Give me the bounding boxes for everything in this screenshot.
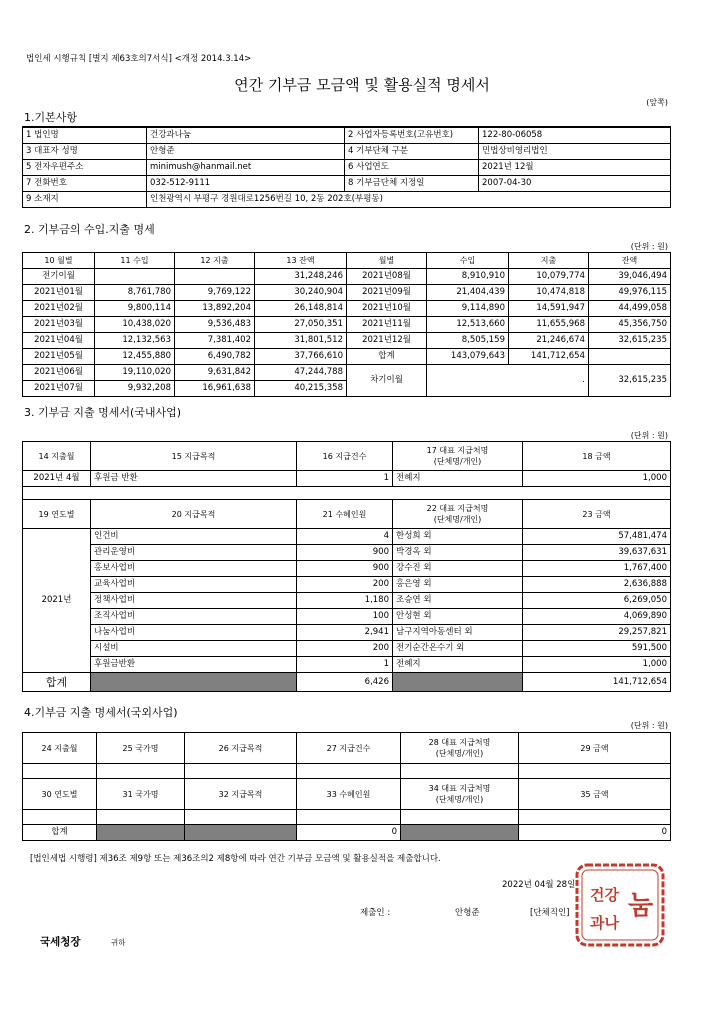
table-cell <box>519 764 671 779</box>
balance-cell: 40,215,358 <box>255 381 347 397</box>
table-cell <box>97 810 185 825</box>
balance-cell: 31,248,246 <box>255 269 347 285</box>
month-cell: 2021년09월 <box>347 285 427 301</box>
amount-cell: 1,767,400 <box>523 561 671 577</box>
form-reference: 법인세 시행규칙 [별지 제63호의7서식] <개정 2014.3.14> <box>26 54 252 64</box>
column-header: 21 수혜인원 <box>297 500 393 529</box>
month-cell: 2021년12월 <box>347 333 427 349</box>
column-header: 26 지급목적 <box>185 733 297 764</box>
expense-cell: 10,474,818 <box>509 285 589 301</box>
purpose-cell: 정책사업비 <box>91 593 297 609</box>
table-cell <box>401 825 519 841</box>
table-row <box>23 349 671 365</box>
balance-cell <box>589 349 671 365</box>
total-count: 0 <box>297 825 401 841</box>
basic-info-table <box>22 126 671 208</box>
table-cell <box>23 810 97 825</box>
recipient-cell: 강수진 외 <box>393 561 523 577</box>
field-label: 9 소재지 <box>23 192 147 208</box>
submission-date: 2022년 04월 28일 <box>502 880 576 890</box>
count-cell: 200 <box>297 641 393 657</box>
expense-cell: 7,381,402 <box>175 333 255 349</box>
field-value: 2021년 12월 <box>479 160 671 176</box>
table-row <box>23 127 671 144</box>
amount-cell: 6,269,050 <box>523 593 671 609</box>
balance-cell: 30,240,904 <box>255 285 347 301</box>
month-cell: 2021년08월 <box>347 269 427 285</box>
table-row <box>23 285 671 301</box>
column-header: 15 지급목적 <box>91 442 297 471</box>
table-cell <box>393 673 523 692</box>
table-cell <box>297 764 401 779</box>
column-header: 14 지출월 <box>23 442 91 471</box>
section2-title: 2. 기부금의 수입.지출 명세 <box>24 223 155 236</box>
income-cell: 19,110,020 <box>95 365 175 381</box>
purpose-cell: 관리운영비 <box>91 545 297 561</box>
income-cell: 12,132,563 <box>95 333 175 349</box>
recipient: 국세청장 <box>40 936 81 948</box>
balance-cell: 44,499,058 <box>589 301 671 317</box>
table-cell: 1 <box>297 471 393 487</box>
table-cell <box>401 810 519 825</box>
table-row <box>23 733 671 764</box>
total-amount: 141,712,654 <box>523 673 671 692</box>
income-cell: 21,404,439 <box>427 285 509 301</box>
count-cell: 1 <box>297 657 393 673</box>
column-header: 35 금액 <box>519 779 671 810</box>
seal-glyph: 과나 <box>590 914 619 932</box>
recipient-suffix: 귀하 <box>111 938 126 947</box>
table-row <box>23 144 671 160</box>
expense-cell: 11,655,968 <box>509 317 589 333</box>
month-cell: 2021년05월 <box>23 349 95 365</box>
month-cell: 2021년11월 <box>347 317 427 333</box>
table-cell <box>185 764 297 779</box>
table-row <box>23 500 671 529</box>
page-title: 연간 기부금 모금액 및 활용실적 명세서 <box>234 76 490 94</box>
seal-glyph: 건강 <box>590 886 619 904</box>
recipient-cell: 전기순간온수기 외 <box>393 641 523 657</box>
carry-mark: . <box>427 365 589 397</box>
table-row <box>23 810 671 825</box>
total-amount: 0 <box>519 825 671 841</box>
section3-unit: (단위 : 원) <box>630 431 668 440</box>
field-value: 인천광역시 부평구 경원대로1256번길 10, 2동 202호(부평동) <box>147 192 671 208</box>
table-cell: 전혜지 <box>393 471 523 487</box>
year-cell: 2021년 <box>23 529 91 673</box>
field-value: minimush@hanmail.net <box>147 160 345 176</box>
table-row <box>23 657 671 673</box>
table-row <box>23 641 671 657</box>
table-cell: 1,000 <box>523 471 671 487</box>
seal-glyph: 눔 <box>628 891 654 921</box>
table-row <box>23 269 671 285</box>
column-header: 20 지급목적 <box>91 500 297 529</box>
income-cell: 9,800,114 <box>95 301 175 317</box>
column-header: 29 금액 <box>519 733 671 764</box>
amount-cell: 57,481,474 <box>523 529 671 545</box>
table-row <box>23 176 671 192</box>
amount-cell: 4,069,890 <box>523 609 671 625</box>
recipient-cell: 전혜지 <box>393 657 523 673</box>
count-cell: 4 <box>297 529 393 545</box>
expense-cell: 10,079,774 <box>509 269 589 285</box>
seal-label: [단체직인] <box>530 908 570 918</box>
column-header: 25 국가명 <box>97 733 185 764</box>
expense-cell: 9,769,122 <box>175 285 255 301</box>
column-header: 18 금액 <box>523 442 671 471</box>
section2-unit: (단위 : 원) <box>630 242 668 251</box>
table-cell <box>97 825 185 841</box>
table-row <box>23 471 671 487</box>
total-count: 6,426 <box>297 673 393 692</box>
month-cell: 2021년06월 <box>23 365 95 381</box>
column-header: 28 대표 지급처명 (단체명/개인) <box>401 733 519 764</box>
column-header: 잔액 <box>589 253 671 269</box>
submission-statement: [법인세법 시행령] 제36조 제9항 또는 제36조의2 제8항에 따라 연간 기부금 모금액 및 활용실적을 제출합니다. <box>30 854 441 864</box>
expense-cell: 16,961,638 <box>175 381 255 397</box>
field-label: 2 사업자등록번호(고유번호) <box>345 127 479 144</box>
month-cell: 전기이월 <box>23 269 95 285</box>
table-row <box>23 529 671 545</box>
count-cell: 900 <box>297 545 393 561</box>
expense-cell <box>175 269 255 285</box>
table-cell: 2021년 4월 <box>23 471 91 487</box>
income-cell: 8,505,159 <box>427 333 509 349</box>
table-row <box>23 333 671 349</box>
total-label: 합계 <box>23 825 97 841</box>
field-label: 7 전화번호 <box>23 176 147 192</box>
purpose-cell: 교육사업비 <box>91 577 297 593</box>
purpose-cell: 홍보사업비 <box>91 561 297 577</box>
overseas-expense-table <box>22 732 671 841</box>
balance-cell: 31,801,512 <box>255 333 347 349</box>
field-label: 1 법인명 <box>23 127 147 144</box>
table-row <box>23 487 671 500</box>
field-value: 안형준 <box>147 144 345 160</box>
table-row <box>23 593 671 609</box>
column-header: 지출 <box>509 253 589 269</box>
column-header: 24 지출월 <box>23 733 97 764</box>
table-row <box>23 253 671 269</box>
field-value: 122-80-06058 <box>479 127 671 144</box>
purpose-cell: 나눔사업비 <box>91 625 297 641</box>
column-header: 16 지급건수 <box>297 442 393 471</box>
recipient-cell: 박경옥 외 <box>393 545 523 561</box>
table-cell <box>185 810 297 825</box>
expense-cell: 6,490,782 <box>175 349 255 365</box>
income-cell: 10,438,020 <box>95 317 175 333</box>
table-row <box>23 779 671 810</box>
page-side-note: (앞쪽) <box>646 98 668 107</box>
carry-value: 32,615,235 <box>589 365 671 397</box>
balance-cell: 39,046,494 <box>589 269 671 285</box>
field-label: 8 기부금단체 지정일 <box>345 176 479 192</box>
month-cell: 2021년07월 <box>23 381 95 397</box>
balance-cell: 37,766,610 <box>255 349 347 365</box>
section4-unit: (단위 : 원) <box>630 721 668 730</box>
income-cell: 143,079,643 <box>427 349 509 365</box>
amount-cell: 591,500 <box>523 641 671 657</box>
table-cell <box>23 487 671 500</box>
field-label: 4 기부단체 구분 <box>345 144 479 160</box>
amount-cell: 29,257,821 <box>523 625 671 641</box>
column-header: 32 지급목적 <box>185 779 297 810</box>
column-header: 23 금액 <box>523 500 671 529</box>
month-cell: 2021년04월 <box>23 333 95 349</box>
table-row <box>23 825 671 841</box>
field-label: 3 대표자 성명 <box>23 144 147 160</box>
expense-cell: 9,536,483 <box>175 317 255 333</box>
table-row <box>23 561 671 577</box>
table-row <box>23 577 671 593</box>
expense-cell: 141,712,654 <box>509 349 589 365</box>
count-cell: 100 <box>297 609 393 625</box>
section3-title: 3. 기부금 지출 명세서(국내사업) <box>24 406 182 419</box>
table-row <box>23 673 671 692</box>
submitter-name: 안형준 <box>455 908 480 918</box>
column-header: 월별 <box>347 253 427 269</box>
month-cell: 2021년01월 <box>23 285 95 301</box>
recipient-cell: 남구지역아동센터 외 <box>393 625 523 641</box>
income-cell <box>95 269 175 285</box>
table-row <box>23 609 671 625</box>
purpose-cell: 후원금반환 <box>91 657 297 673</box>
carry-label: 차기이월 <box>347 365 427 397</box>
purpose-cell: 조직사업비 <box>91 609 297 625</box>
section1-title: 1.기본사항 <box>24 111 77 124</box>
count-cell: 900 <box>297 561 393 577</box>
table-cell <box>97 764 185 779</box>
table-cell <box>401 764 519 779</box>
income-cell: 8,761,780 <box>95 285 175 301</box>
column-header: 19 연도별 <box>23 500 91 529</box>
month-cell: 2021년03월 <box>23 317 95 333</box>
table-row <box>23 442 671 471</box>
purpose-cell: 시설비 <box>91 641 297 657</box>
income-cell: 9,114,890 <box>427 301 509 317</box>
income-cell: 9,932,208 <box>95 381 175 397</box>
expense-cell: 9,631,842 <box>175 365 255 381</box>
amount-cell: 2,636,888 <box>523 577 671 593</box>
column-header: 33 수혜인원 <box>297 779 401 810</box>
table-row <box>23 160 671 176</box>
table-cell <box>23 764 97 779</box>
organization-seal <box>574 862 666 948</box>
field-value: 2007-04-30 <box>479 176 671 192</box>
column-header: 수입 <box>427 253 509 269</box>
table-row <box>23 317 671 333</box>
column-header: 34 대표 지급처명 (단체명/개인) <box>401 779 519 810</box>
table-cell <box>297 810 401 825</box>
field-label: 6 사업연도 <box>345 160 479 176</box>
month-cell: 2021년02월 <box>23 301 95 317</box>
expense-cell: 21,246,674 <box>509 333 589 349</box>
balance-cell: 45,356,750 <box>589 317 671 333</box>
table-row <box>23 365 671 381</box>
recipient-cell: 홍은영 외 <box>393 577 523 593</box>
purpose-cell: 인건비 <box>91 529 297 545</box>
balance-cell: 32,615,235 <box>589 333 671 349</box>
recipient-cell: 조승연 외 <box>393 593 523 609</box>
balance-cell: 47,244,788 <box>255 365 347 381</box>
balance-cell: 26,148,814 <box>255 301 347 317</box>
expense-cell: 13,892,204 <box>175 301 255 317</box>
domestic-expense-table <box>22 441 671 692</box>
field-label: 5 전자우편주소 <box>23 160 147 176</box>
recipient-cell: 한성희 외 <box>393 529 523 545</box>
amount-cell: 1,000 <box>523 657 671 673</box>
table-cell <box>185 825 297 841</box>
column-header: 13 잔액 <box>255 253 347 269</box>
column-header: 10 월별 <box>23 253 95 269</box>
field-value: 건강과나눔 <box>147 127 345 144</box>
column-header: 11 수입 <box>95 253 175 269</box>
section4-title: 4.기부금 지출 명세서(국외사업) <box>24 706 178 719</box>
column-header: 12 지출 <box>175 253 255 269</box>
income-expense-table <box>22 252 671 397</box>
balance-cell: 49,976,115 <box>589 285 671 301</box>
table-row <box>23 545 671 561</box>
expense-cell: 14,591,947 <box>509 301 589 317</box>
count-cell: 200 <box>297 577 393 593</box>
count-cell: 1,180 <box>297 593 393 609</box>
table-cell <box>91 673 297 692</box>
income-cell: 12,455,880 <box>95 349 175 365</box>
table-cell <box>519 810 671 825</box>
balance-cell: 27,050,351 <box>255 317 347 333</box>
month-cell: 2021년10월 <box>347 301 427 317</box>
column-header: 31 국가명 <box>97 779 185 810</box>
month-cell: 합계 <box>347 349 427 365</box>
table-row <box>23 301 671 317</box>
table-cell: 후원금 반환 <box>91 471 297 487</box>
table-row <box>23 192 671 208</box>
table-row <box>23 625 671 641</box>
column-header: 30 연도별 <box>23 779 97 810</box>
recipient-cell: 안성현 외 <box>393 609 523 625</box>
submitter-label: 제출인 : <box>360 908 391 918</box>
field-value: 민법상비영리법인 <box>479 144 671 160</box>
column-header: 17 대표 지급처명 (단체명/개인) <box>393 442 523 471</box>
count-cell: 2,941 <box>297 625 393 641</box>
table-row <box>23 764 671 779</box>
field-value: 032-512-9111 <box>147 176 345 192</box>
column-header: 27 지급건수 <box>297 733 401 764</box>
amount-cell: 39,637,631 <box>523 545 671 561</box>
income-cell: 12,513,660 <box>427 317 509 333</box>
income-cell: 8,910,910 <box>427 269 509 285</box>
total-label: 합계 <box>23 673 91 692</box>
column-header: 22 대표 지급처명 (단체명/개인) <box>393 500 523 529</box>
